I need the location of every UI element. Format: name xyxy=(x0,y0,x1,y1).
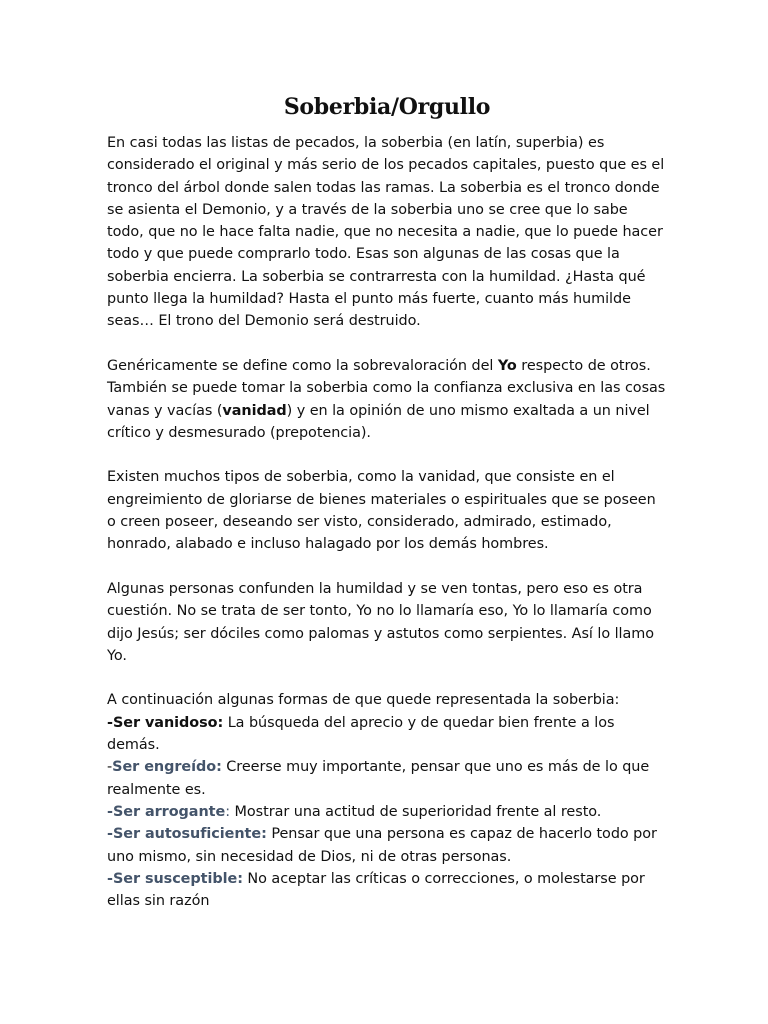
item-term: Ser engreído: xyxy=(112,759,222,776)
paragraph-1: En casi todas las listas de pecados, la soberbia (en latín, superbia) es considerado el original y más serio de los pecados capitales, puesto que es el tronco del árbol donde salen todas las ramas. La soberbia es el tronco donde se asienta el Demonio, y a través de la soberbia uno se cree que lo sabe todo, que no le hace falta nadie, que no necesita a nadie, que lo puede hacer todo y que puede comprarlo todo. Esas son algunas de las cosas que la soberbia encierra. La soberbia se contrarresta con la humildad. ¿Hasta qué punto llega la humildad? Hasta el punto más fuerte, cuanto más humilde seas… El trono del Demonio será destruido. xyxy=(107,135,665,330)
item-dash: - xyxy=(107,759,113,776)
paragraph-5: A continuación algunas formas de que quede representada la soberbia: xyxy=(107,692,620,709)
document-title: Soberbia/Orgullo xyxy=(283,94,491,120)
item-term: Ser susceptible: xyxy=(112,870,243,887)
p2-text-a: Genéricamente se define como la sobrevaloración del xyxy=(107,357,498,374)
list-item-vanidoso xyxy=(107,712,667,757)
document-page xyxy=(107,90,667,912)
item-text: No aceptar las críticas o correcciones, o molestarse por ellas sin razón xyxy=(107,870,645,910)
item-text: La búsqueda del aprecio y de quedar bien frente a los demás. xyxy=(107,714,615,754)
item-term: Ser vanidoso: xyxy=(112,714,224,731)
list-item-susceptible xyxy=(107,868,667,913)
paragraph-2 xyxy=(107,355,667,444)
list-item-arrogante xyxy=(107,801,667,823)
paragraph-4: Algunas personas confunden la humildad y se ven tontas, pero eso es otra cuestión. No se trata de ser tonto, Yo no lo llamaría eso, Yo lo llamaría como dijo Jesús; ser dóciles como palomas y astutos como serpientes. Así lo llamo Yo. xyxy=(107,580,654,664)
p2-bold-vanidad: vanidad xyxy=(222,402,287,419)
list-item-autosuficiente xyxy=(107,823,667,868)
item-text: Creerse muy importante, pensar que uno es más de lo que realmente es. xyxy=(107,759,650,798)
item-dash: - xyxy=(107,803,113,820)
list-item-engreido xyxy=(107,756,667,801)
item-colon: : xyxy=(225,803,231,820)
paragraph-3: Existen muchos tipos de soberbia, como la vanidad, que consiste en el engreimiento de gloriarse de bienes materiales o espirituales que se poseen o creen poseer, deseando ser visto, considerado, admirado, estimado, honrado, alabado e incluso halagado por los demás hombres. xyxy=(107,469,656,553)
item-text: Mostrar una actitud de superioridad frente al resto. xyxy=(230,803,602,820)
item-term: Ser arrogante xyxy=(112,803,226,820)
p2-text-e: ) y en la opinión de uno mismo exaltada a un nivel crítico y desmesurado (prepotencia). xyxy=(107,402,650,441)
p2-bold-yo: Yo xyxy=(497,357,517,374)
item-dash: - xyxy=(107,826,113,843)
p2-text-c: respecto de otros. También se puede tomar la soberbia como la confianza exclusiva en las cosas vanas y vacías ( xyxy=(107,357,666,419)
item-dash: - xyxy=(107,870,113,887)
item-text: Pensar que una persona es capaz de hacerlo todo por uno mismo, sin necesidad de Dios, ni de otras personas. xyxy=(107,826,657,865)
item-term: Ser autosuficiente: xyxy=(112,826,267,843)
item-dash: - xyxy=(107,714,113,731)
